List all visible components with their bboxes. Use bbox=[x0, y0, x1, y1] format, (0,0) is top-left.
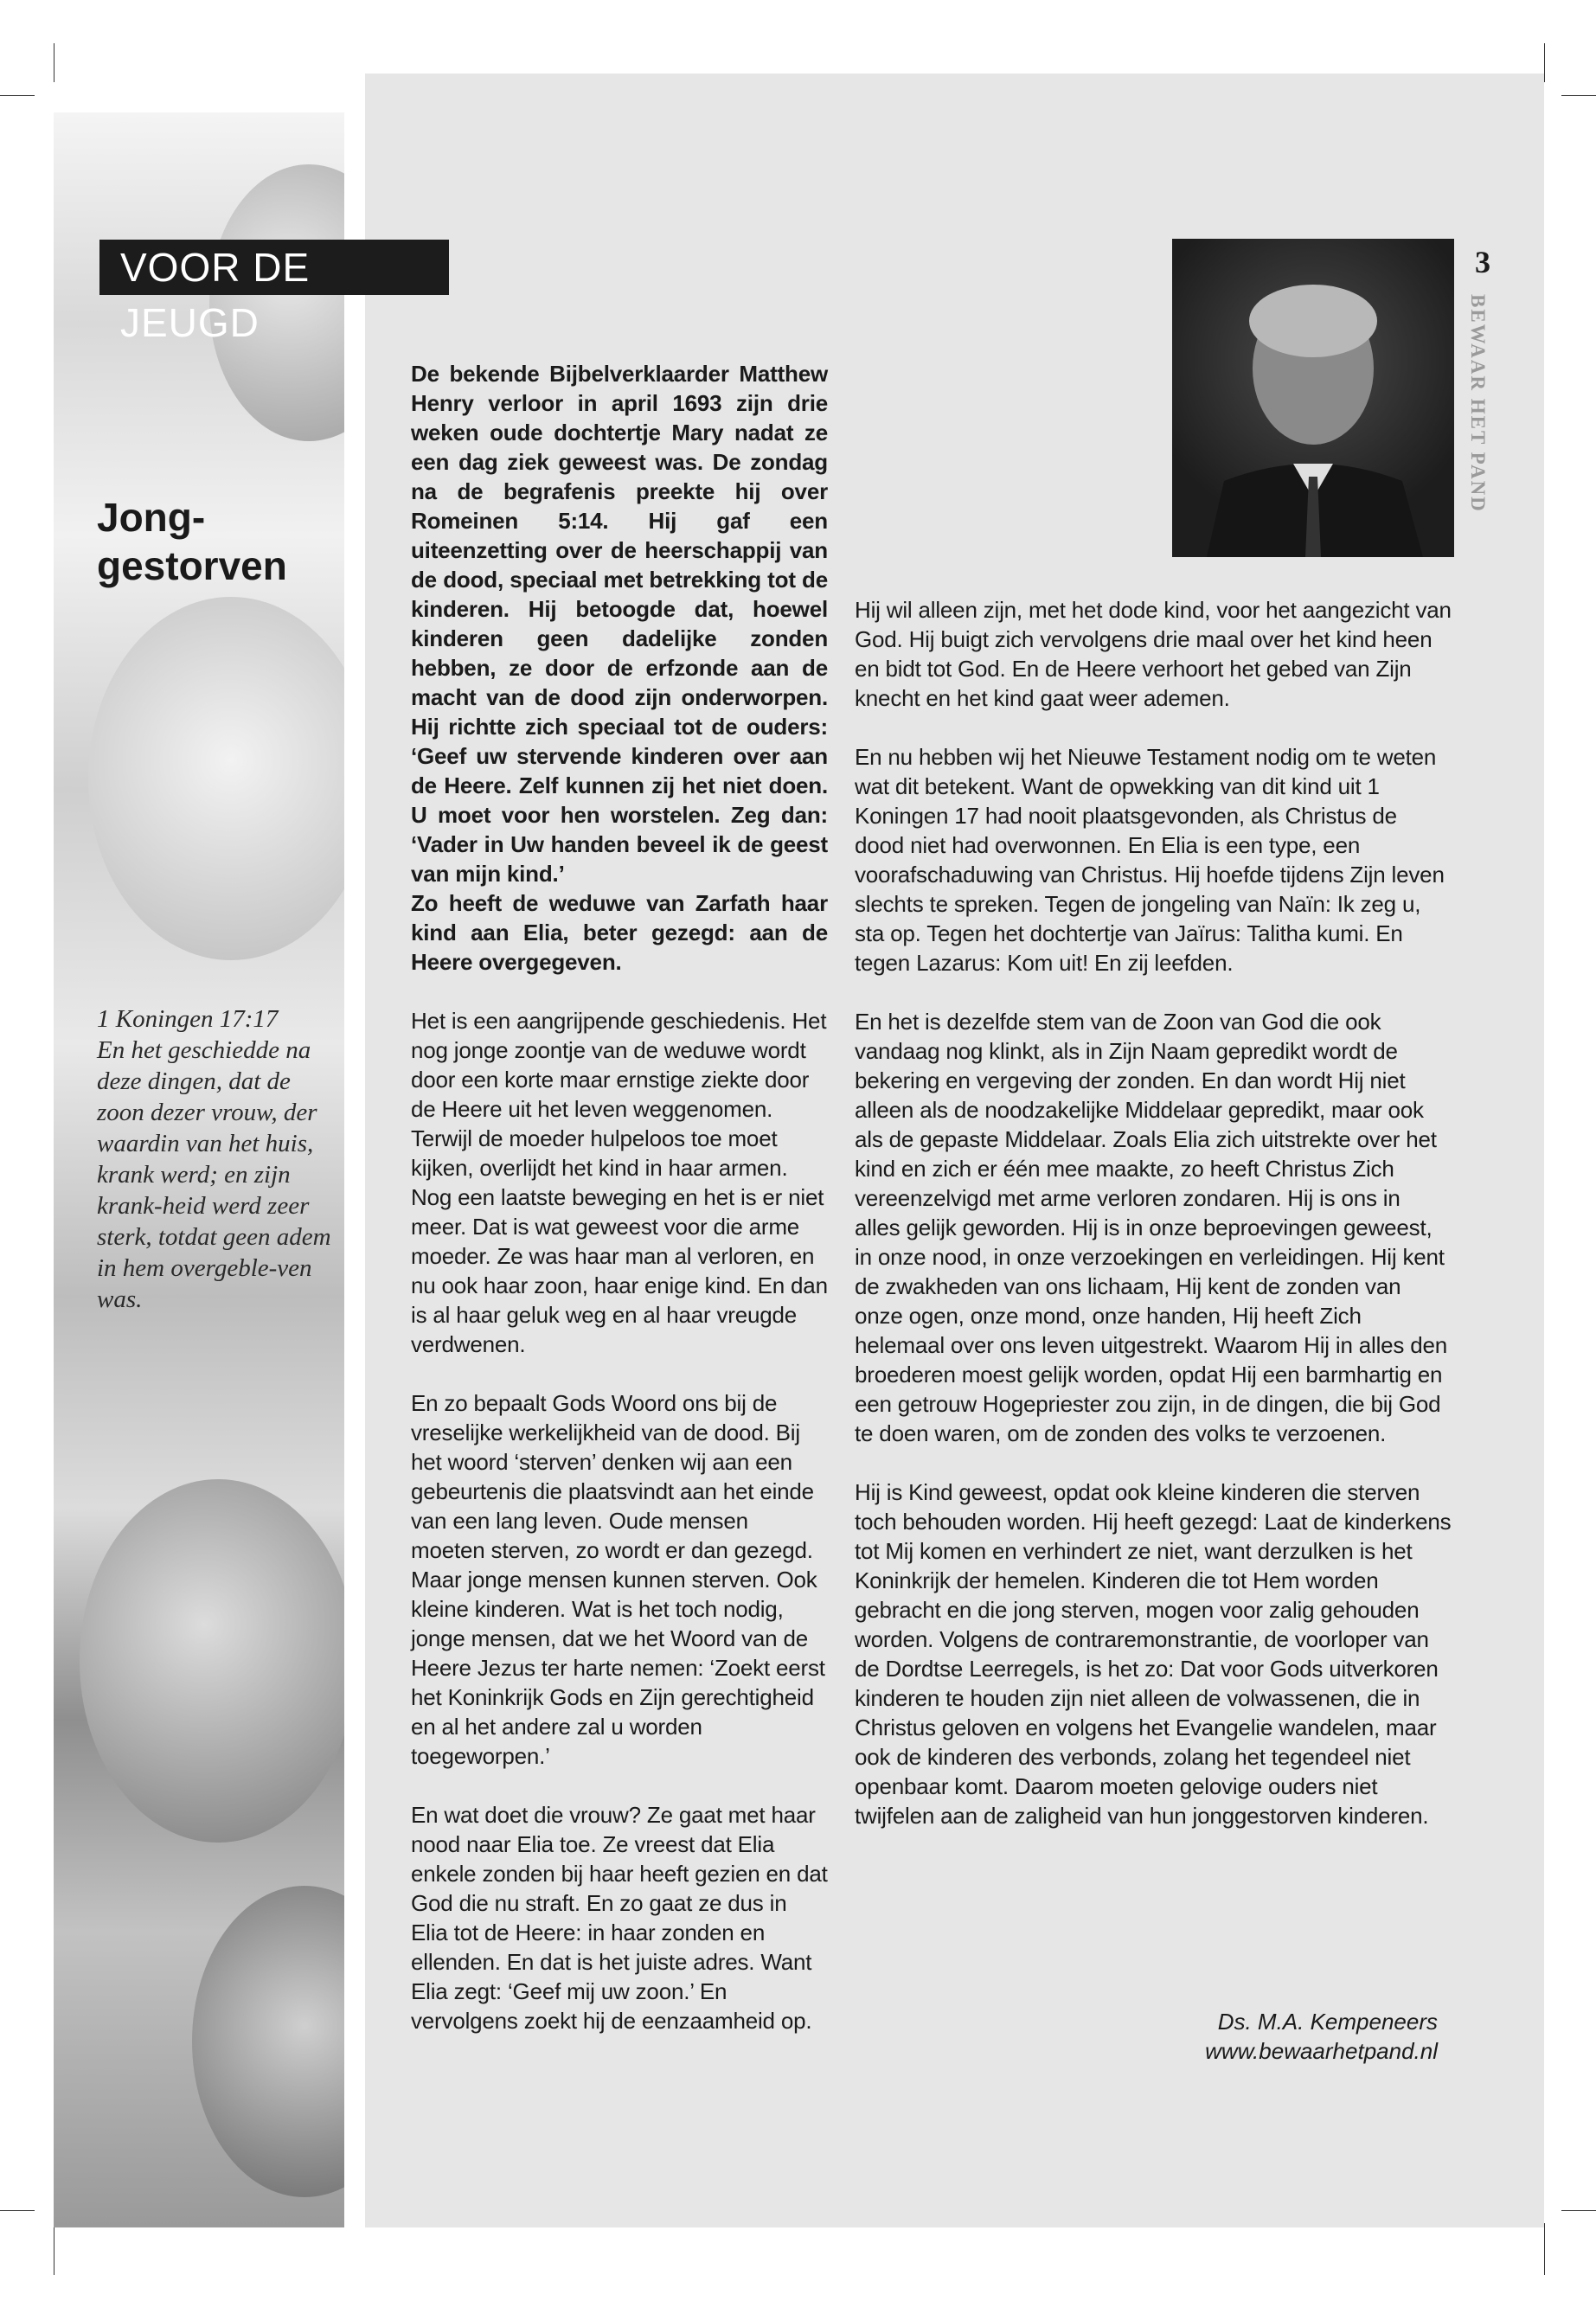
section-header: VOOR DE JEUGD bbox=[99, 240, 449, 295]
article-paragraph: Hij wil alleen zijn, met het dode kind, voor het aangezicht van God. Hij buigt zich vervolgens drie maal over het kind heen en bidt tot God. En de Heere verhoort het gebed van Zijn knecht en het kind gaat weer ademen. bbox=[855, 597, 1452, 711]
crop-mark bbox=[1561, 2210, 1596, 2211]
website-link[interactable]: www.bewaarhetpand.nl bbox=[1205, 2038, 1438, 2064]
article-paragraph: En zo bepaalt Gods Woord ons bij de vreselijke werkelijkheid van de dood. Bij het woord ‘sterven’ denken wij aan een gebeurtenis die plaatsvindt aan het einde van een lang leven. Oude mensen moeten sterven, zo wordt er dan gezegd. Maar jonge mensen kunnen sterven. Ook kleine kinderen. Wat is het toch nodig, jonge mensen, dat we het Woord van de Heere Jezus ter harte nemen: ‘Zoekt eerst het Koninkrijk Gods en Zijn gerechtigheid en al het andere zal u worden toegeworpen.’ bbox=[411, 1390, 825, 1769]
crop-mark bbox=[1544, 43, 1545, 82]
article-column-left bbox=[411, 359, 828, 2065]
article-paragraph: En nu hebben wij het Nieuwe Testament nodig om te weten wat dit betekent. Want de opwekking van dit kind uit 1 Koningen 17 had nooit plaatsgevonden, als Christus de dood niet had overwonnen. En Elia is een type, een voorafschaduwing van Christus. Hij hoefde tijdens Zijn leven slechts te spreken. Tegen de jongeling van Naïn: Ik zeg u, sta op. Tegen het dochtertje van Jaïrus: Talitha kumi. En tegen Lazarus: Kom uit! En zij leefden. bbox=[855, 744, 1445, 976]
crop-mark bbox=[0, 95, 35, 96]
bible-verse-quote: 1 Koningen 17:17 En het geschiedde na deze dingen, dat de zoon dezer vrouw, der waardin van het huis, krank werd; en zijn krank-heid werd zeer sterk, totdat geen adem in hem overgeble-ven was. bbox=[97, 1005, 331, 1313]
article-column-right bbox=[855, 595, 1452, 1860]
author-portrait-image bbox=[1172, 239, 1454, 557]
article-lead: De bekende Bijbelverklaarder Matthew Henry verloor in april 1693 zijn drie weken oude dochtertje Mary nadat ze een dag ziek geweest was. De zondag na de begrafenis preekte hij over Romeinen 5:14. Hij gaf een uiteenzetting over de heerschappij van de dood, speciaal met betrekking tot de kinderen. Hij betoogde dat, hoewel kinderen geen dadelijke zonden hebben, ze door de erfzonde aan de macht van de dood zijn onderworpen. Hij richtte zich speciaal tot de ouders: ‘Geef uw stervende kinderen over aan de Heere. Zelf kunnen zij het niet doen. U moet voor hen worstelen. Zeg dan: ‘Vader in Uw handen beveel ik de geest van mijn kind.’ Zo heeft de weduwe van Zarfath haar kind aan Elia, beter gezegd: aan de Heere overgegeven. bbox=[411, 361, 828, 975]
article-paragraph: Het is een aangrijpende geschiedenis. Het nog jonge zoontje van de weduwe wordt door een korte maar ernstige ziekte door de Heere uit het leven weggenomen. Terwijl de moeder hulpeloos toe moet kijken, overlijdt het kind in haar armen. Nog een laatste beweging en het is er niet meer. Dat is wat geweest voor die arme moeder. Ze was haar man al verloren, en nu ook haar zoon, haar enige kind. En dan is al haar geluk weg en al haar vreugde verdwenen. bbox=[411, 1008, 828, 1357]
article-title: Jong- gestorven bbox=[97, 495, 287, 588]
article-paragraph: En wat doet die vrouw? Ze gaat met haar nood naar Elia toe. Ze vreest dat Elia enkele zonden bij haar heeft gezien en dat God die nu straft. En zo gaat ze dus in Elia tot de Heere: in haar zonden en ellenden. En dat is het juiste adres. Want Elia zegt: ‘Geef mij uw zoon.’ En vervolgens zoekt hij de eenzaamheid op. bbox=[411, 1802, 828, 2034]
article-paragraph: En het is dezelfde stem van de Zoon van God die ook vandaag nog klinkt, als in Zijn Naam gepredikt wordt de bekering en vergeving der zonden. En dan wordt Hij niet alleen als de noodzakelijke Middelaar gepredikt, maar ook als de gepaste Middelaar. Zoals Elia zich uitstrekte over het kind en zich er één mee maakte, zo heeft Christus Zich vereenzelvigd met arme verloren zondaren. Hij is ons in alles gelijk geworden. Hij is in onze beproevingen geweest, in onze nood, in onze verzoekingen en verleidingen. Hij kent de zwakheden van ons lichaam, Hij kent de zonden van onze ogen, onze mond, onze handen, Hij heeft Zich helemaal over ons leven uitgestrekt. Waarom Hij in alles den broederen moest gelijk worden, opdat Hij een barmhartig en een getrouw Hogepriester zou zijn, in de dingen, die bij God te doen waren, om de zonden des volks te verzoenen. bbox=[855, 1009, 1448, 1446]
crop-mark bbox=[1561, 95, 1596, 96]
author-signature bbox=[1125, 2007, 1438, 2066]
portrait-figure bbox=[1172, 239, 1454, 557]
page-number: 3 bbox=[1475, 245, 1490, 279]
author-name: Ds. M.A. Kempeneers bbox=[1217, 2009, 1438, 2035]
crop-mark bbox=[0, 2210, 35, 2211]
crop-mark bbox=[1544, 2223, 1545, 2275]
article-paragraph: Hij is Kind geweest, opdat ook kleine kinderen die sterven toch behouden worden. Hij heeft gezegd: Laat de kinderkens tot Mij komen en verhindert ze niet, want derzulken is het Koninkrijk der hemelen. Kinderen die tot Hem worden gebracht en die jong sterven, mogen voor zalig gehouden worden. Volgens de contraremonstrantie, de voorloper van de Dordtse Leerregels, is het zo: Dat voor Gods uitverkoren kinderen te houden zijn niet alleen de volwassenen, die in Christus geloven en volgens het Evangelie wandelen, maar ook de kinderen des verbonds, zolang het tegendeel niet openbaar komt. Daarom moeten gelovige ouders niet twijfelen aan de zaligheid van hun jonggestorven kinderen. bbox=[855, 1479, 1452, 1829]
magazine-name-vertical: BEWAAR HET PAND bbox=[1467, 294, 1489, 513]
